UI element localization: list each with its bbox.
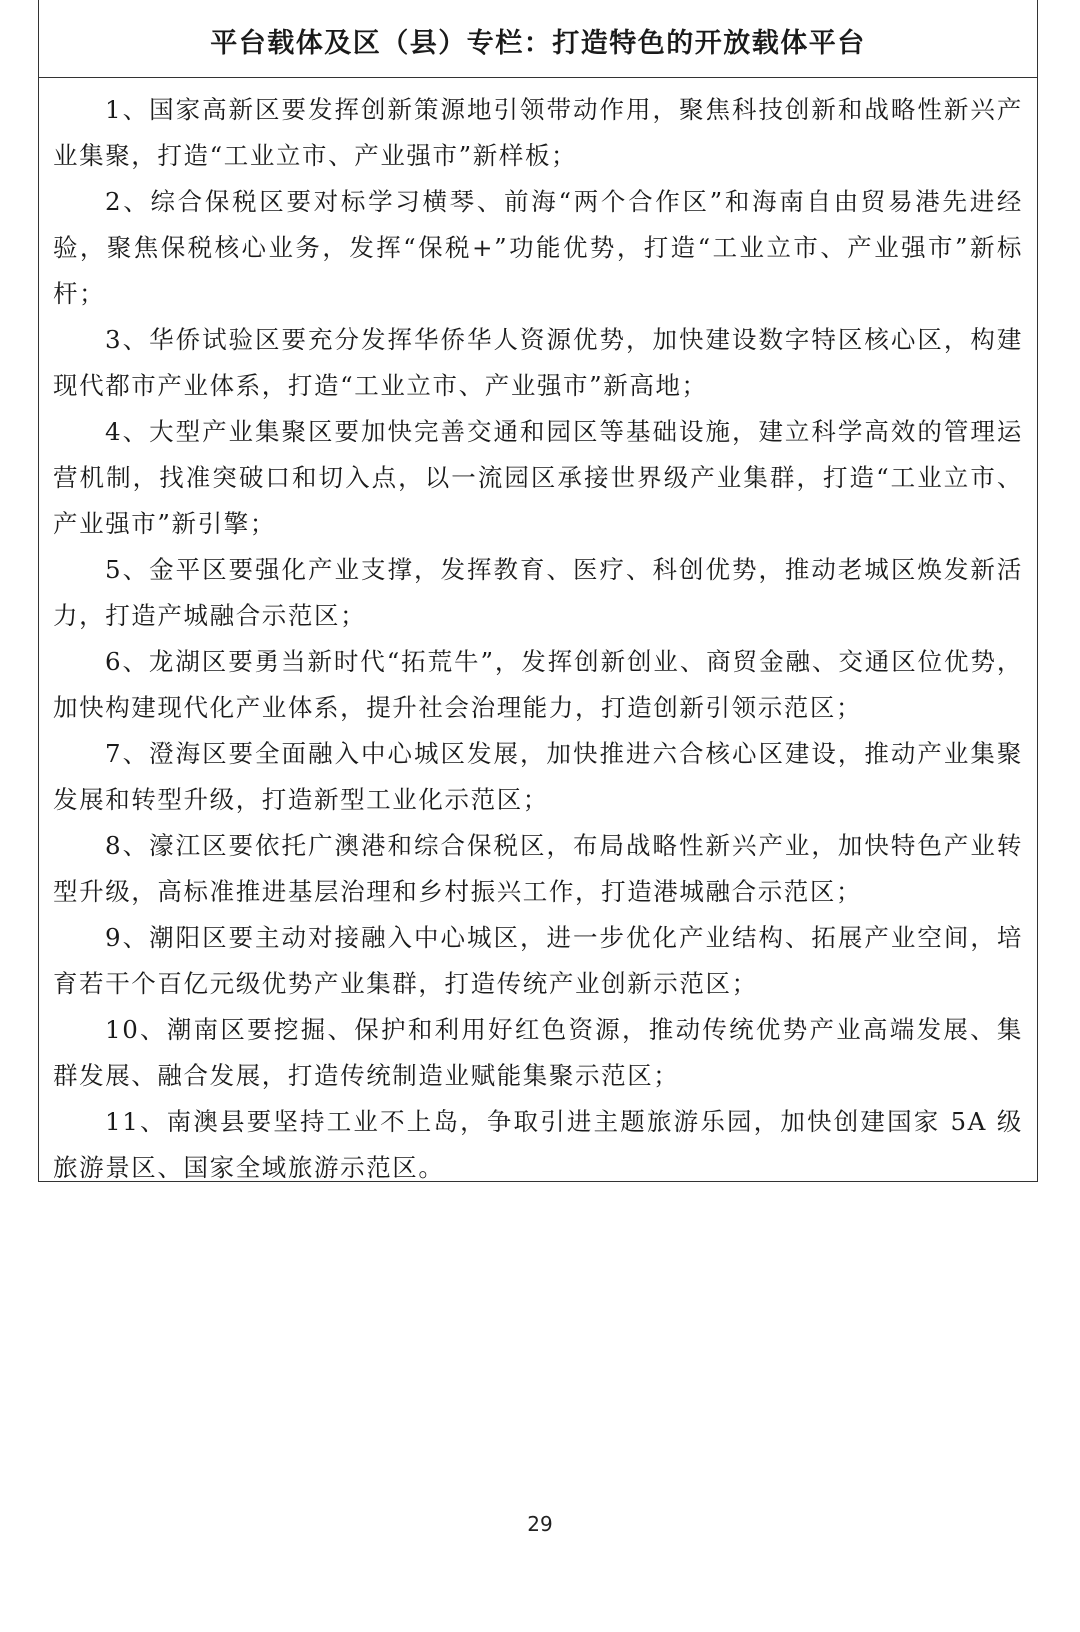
item-list — [39, 78, 1037, 1191]
list-item-8: 8、濠江区要依托广澳港和综合保税区，布局战略性新兴产业，加快特色产业转型升级，高标准推进基层治理和乡村振兴工作，打造港城融合示范区； — [53, 831, 1023, 906]
list-item-7: 7、澄海区要全面融入中心城区发展，加快推进六合核心区建设，推动产业集聚发展和转型升级，打造新型工业化示范区； — [53, 739, 1023, 814]
list-item-10: 10、潮南区要挖掘、保护和利用好红色资源，推动传统优势产业高端发展、集群发展、融合发展，打造传统制造业赋能集聚示范区； — [53, 1015, 1023, 1090]
list-item-11: 11、南澳县要坚持工业不上岛，争取引进主题旅游乐园，加快创建国家 5A 级旅游景区、国家全域旅游示范区。 — [53, 1107, 1023, 1182]
list-item-9: 9、潮阳区要主动对接融入中心城区，进一步优化产业结构、拓展产业空间，培育若干个百亿元级优势产业集群，打造传统产业创新示范区； — [53, 923, 1023, 998]
column-box — [38, 0, 1038, 1182]
column-title: 平台载体及区（县）专栏：打造特色的开放载体平台 — [210, 28, 866, 59]
list-item-2: 2、综合保税区要对标学习横琴、前海“两个合作区”和海南自由贸易港先进经验，聚焦保税核心业务，发挥“保税+”功能优势，打造“工业立市、产业强市”新标杆； — [53, 187, 1023, 308]
list-item-1: 1、国家高新区要发挥创新策源地引领带动作用，聚焦科技创新和战略性新兴产业集聚，打造“工业立市、产业强市”新样板； — [53, 95, 1023, 170]
list-item-6: 6、龙湖区要勇当新时代“拓荒牛”，发挥创新创业、商贸金融、交通区位优势，加快构建现代化产业体系，提升社会治理能力，打造创新引领示范区； — [53, 647, 1023, 722]
list-item-3: 3、华侨试验区要充分发挥华侨华人资源优势，加快建设数字特区核心区，构建现代都市产业体系，打造“工业立市、产业强市”新高地； — [53, 325, 1023, 400]
list-item-4: 4、大型产业集聚区要加快完善交通和园区等基础设施，建立科学高效的管理运营机制，找准突破口和切入点，以一流园区承接世界级产业集群，打造“工业立市、产业强市”新引擎； — [53, 417, 1023, 538]
list-item-5: 5、金平区要强化产业支撑，发挥教育、医疗、科创优势，推动老城区焕发新活力，打造产城融合示范区； — [53, 555, 1023, 630]
column-header — [39, 0, 1037, 78]
page-number: 29 — [527, 1512, 553, 1536]
